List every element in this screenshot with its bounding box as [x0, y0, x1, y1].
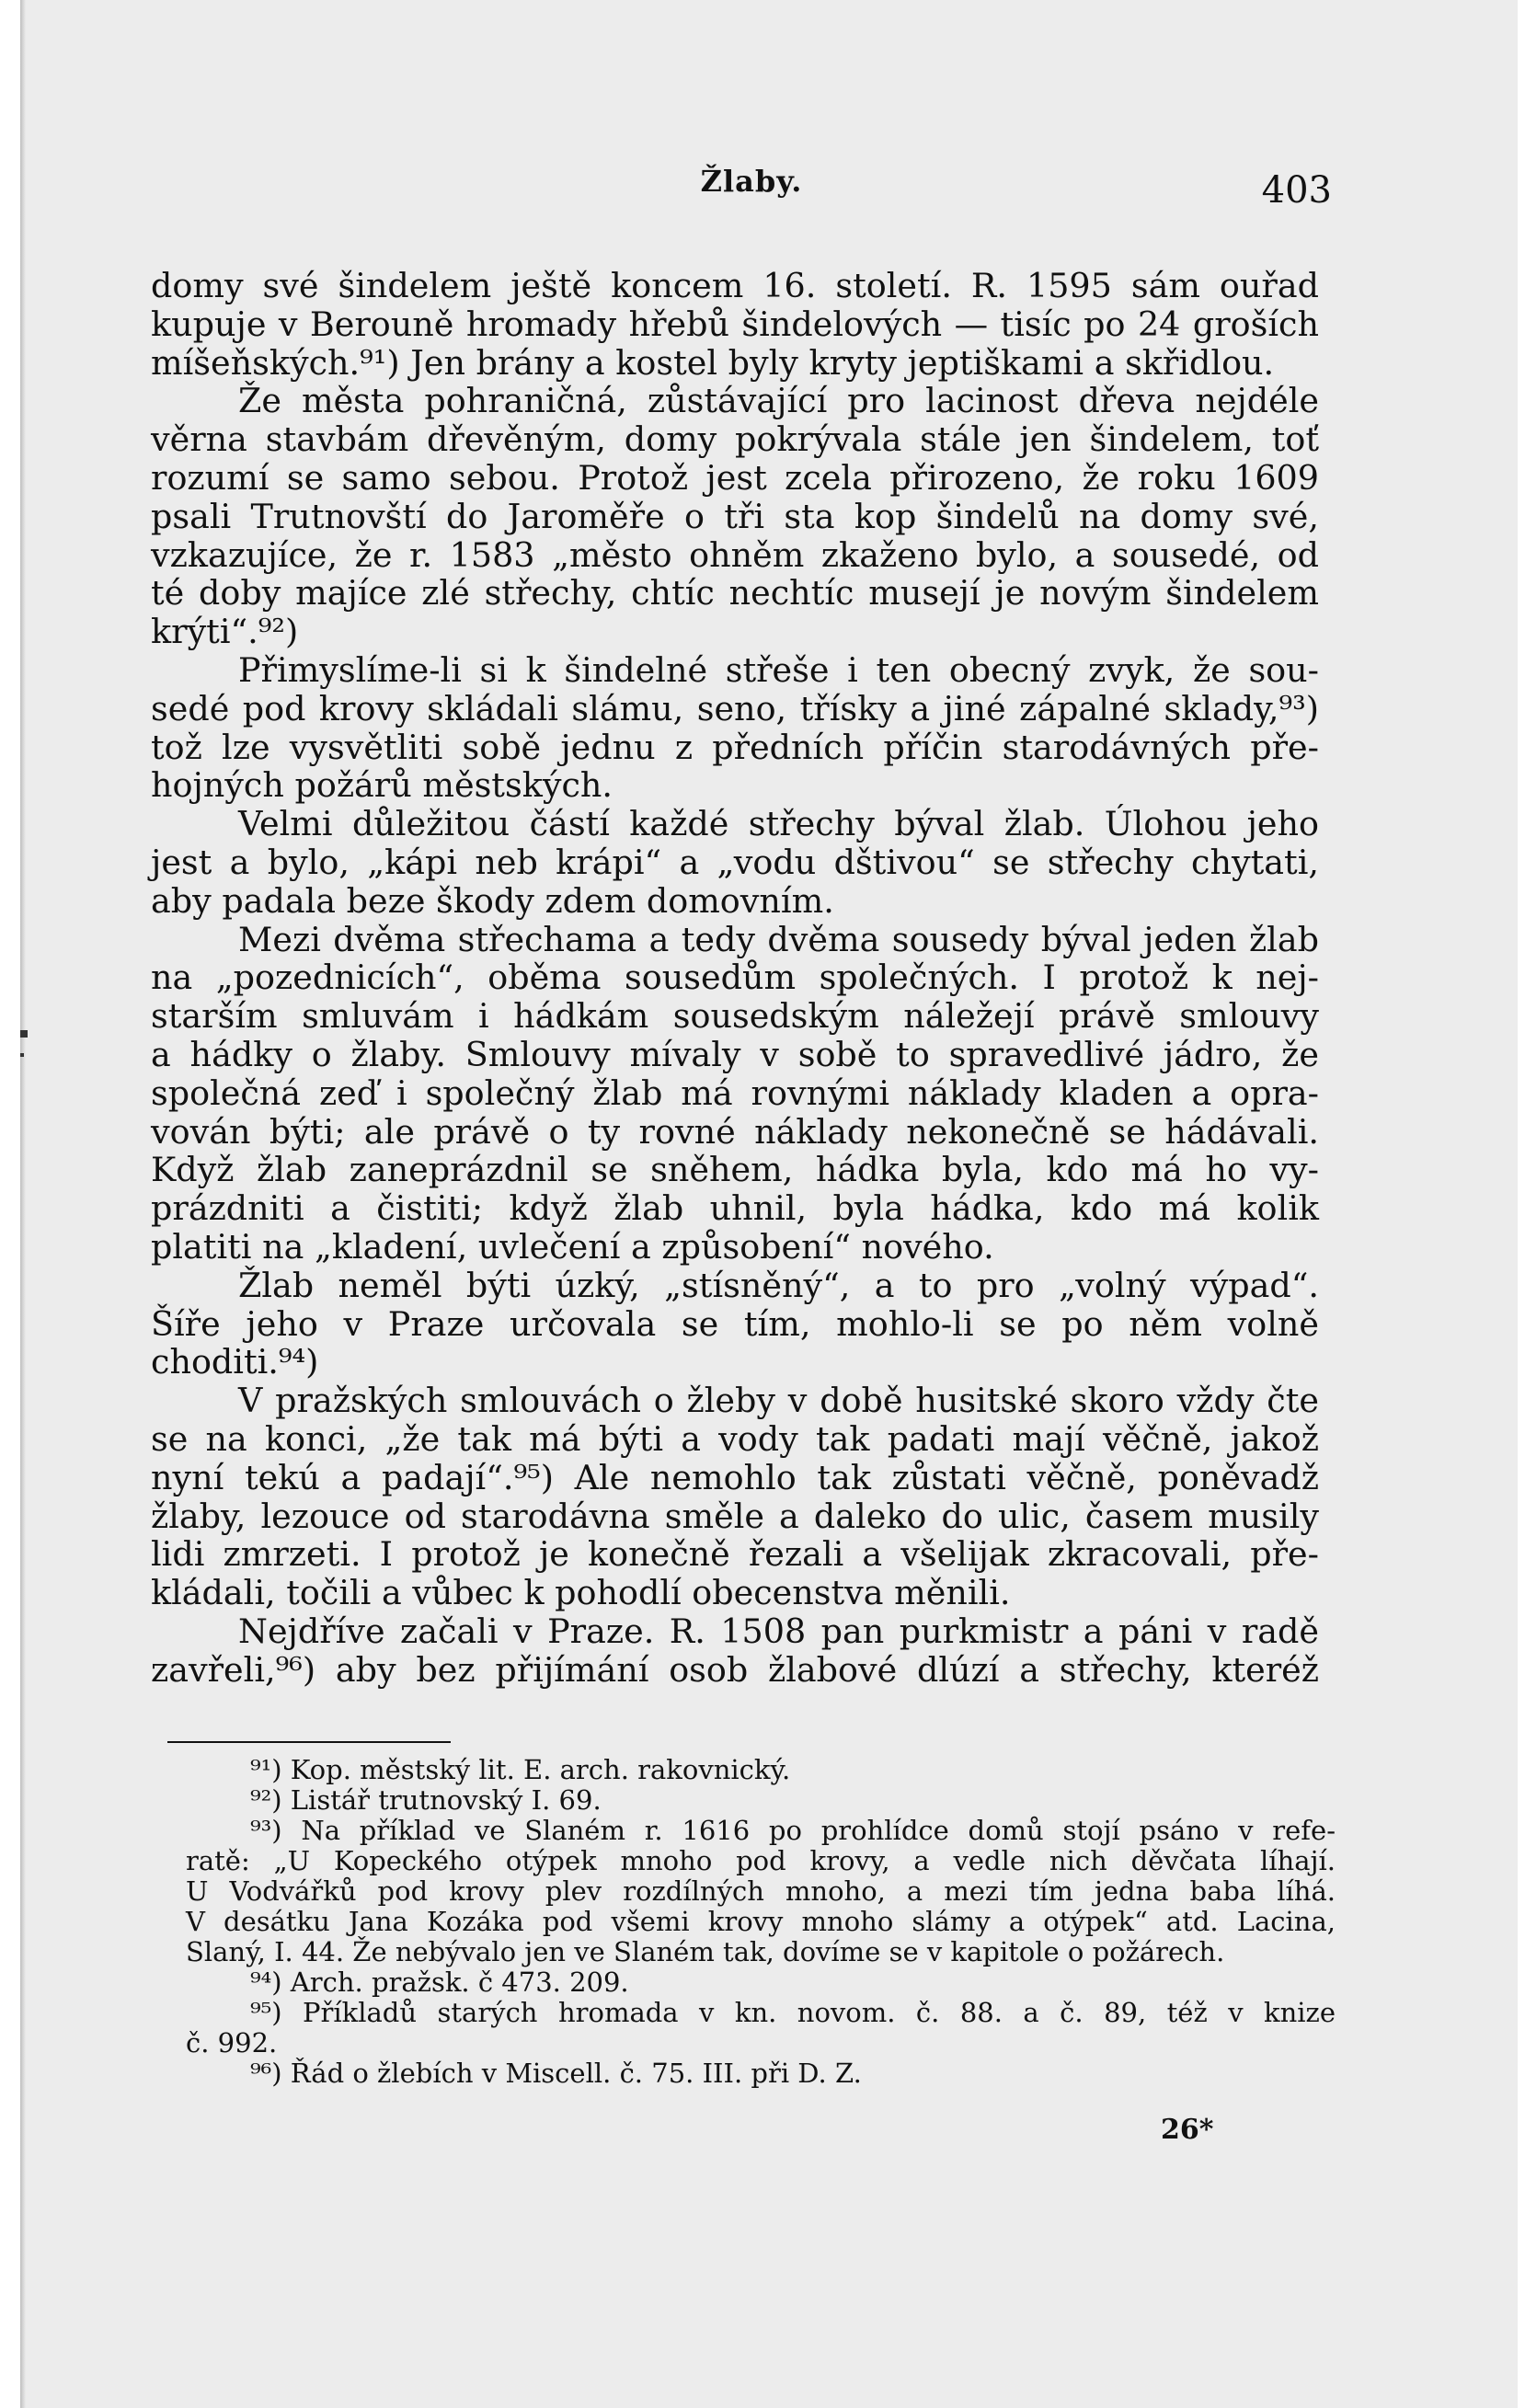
- body-line: hojných požárů městských.: [151, 765, 613, 806]
- footnote-line: ⁹¹) Kop. městský lit. E. arch. rakovnický.: [250, 1754, 791, 1785]
- footnote-line: ⁹⁴) Arch. pražsk. č 473. 209.: [250, 1967, 629, 1998]
- body-line: domy své šindelem ještě koncem 16. století. R. 1595 sám ouřad: [151, 266, 1319, 305]
- page-number: 403: [1261, 169, 1332, 212]
- body-text: [151, 267, 1319, 1689]
- body-line: V pražských smlouvách o žleby v době husitské skoro vždy čte: [238, 1381, 1319, 1421]
- body-line: a hádky o žlaby. Smlouvy mívaly v sobě to spravedlivé jádro, že: [151, 1034, 1319, 1074]
- footnote-line: V desátku Jana Kozáka pod všemi krovy mnoho slámy a otýpek“ atd. Lacina,: [186, 1906, 1336, 1937]
- body-line: na „pozednicích“, oběma sousedům společných. I protož k nej-: [151, 957, 1319, 998]
- running-title: Žlaby.: [700, 164, 803, 199]
- book-page: [20, 0, 1518, 2408]
- body-line: Šíře jeho v Praze určovala se tím, mohlo-li se po něm volně: [151, 1303, 1319, 1344]
- body-line: kupuje v Berouně hromady hřebů šindelových — tisíc po 24 groších: [151, 304, 1319, 344]
- body-line: společná zeď i společný žlab má rovnými náklady kladen a opra-: [151, 1072, 1319, 1113]
- footnote-line: U Vodvářků pod krovy plev rozdílných mnoho, a mezi tím jedna baba líhá.: [186, 1875, 1336, 1907]
- footnote-line: ⁹⁵) Příkladů starých hromada v kn. novom. č. 88. a č. 89, též v knize: [250, 1997, 1336, 2028]
- body-line: Přimyslíme-li si k šindelné střeše i ten obecný zvyk, že sou-: [238, 649, 1319, 690]
- margin-speck: [20, 1030, 28, 1038]
- body-line: choditi.⁹⁴): [151, 1342, 319, 1382]
- footnote-line: ⁹²) Listář trutnovský I. 69.: [250, 1784, 602, 1816]
- body-line: Nejdříve začali v Praze. R. 1508 pan purkmistr a páni v radě: [238, 1611, 1319, 1651]
- body-line: sedé pod krovy skládali slámu, seno, třísky a jiné zápalné sklady,⁹³): [151, 688, 1319, 728]
- body-line: zavřeli,⁹⁶) aby bez přijímání osob žlabové dlúzí a střechy, kteréž: [151, 1649, 1319, 1690]
- footnote-line: Slaný, I. 44. Že nebývalo jen ve Slaném tak, dovíme se v kapitole o požárech.: [186, 1936, 1225, 1967]
- footnote-line: č. 992.: [186, 2027, 278, 2058]
- footnote-separator: [167, 1741, 451, 1743]
- footnote-line: ratě: „U Kopeckého otýpek mnoho pod krovy, a vedle nich děvčata líhají.: [186, 1845, 1336, 1876]
- body-line: Že města pohraničná, zůstávající pro lacinost dřeva nejdéle: [238, 381, 1319, 421]
- body-line: platiti na „kladení, uvlečení a způsobení“ nového.: [151, 1226, 994, 1267]
- body-line: krýti“.⁹²): [151, 612, 299, 652]
- body-line: žlaby, lezouce od starodávna směle a daleko do ulic, časem musily: [151, 1496, 1319, 1536]
- page-edge-shadow: [20, 0, 26, 2408]
- footnote-line: ⁹⁶) Řád o žlebích v Miscell. č. 75. III. při D. Z.: [250, 2058, 862, 2089]
- body-line: míšeňských.⁹¹) Jen brány a kostel byly kryty jeptiškami a skřidlou.: [151, 342, 1275, 383]
- body-line: psali Trutnovští do Jaroměře o tři sta kop šindelů na domy své,: [151, 496, 1319, 536]
- body-line: aby padala beze škody zdem domovním.: [151, 880, 834, 921]
- body-line: Velmi důležitou částí každé střechy býval žlab. Úlohou jeho: [238, 804, 1319, 844]
- footnotes: [186, 1755, 1336, 2089]
- body-line: nyní tekú a padají“.⁹⁵) Ale nemohlo tak zůstati věčně, poněvadž: [151, 1457, 1319, 1497]
- body-line: vován býti; ale právě o ty rovné náklady nekonečně se hádávali.: [151, 1111, 1319, 1152]
- body-line: Žlab neměl býti úzký, „stísněný“, a to pro „volný výpad“.: [238, 1265, 1319, 1305]
- body-line: prázdniti a čistiti; když žlab uhnil, byla hádka, kdo má kolik: [151, 1188, 1319, 1229]
- body-line: se na konci, „že tak má býti a vody tak padati mají věčně, jakož: [151, 1418, 1319, 1459]
- margin-speck: [20, 1053, 24, 1057]
- body-line: vzkazujíce, že r. 1583 „město ohněm zkaženo bylo, a sousedé, od: [151, 534, 1319, 575]
- body-line: té doby majíce zlé střechy, chtíc nechtíc musejí je novým šindelem: [151, 573, 1319, 613]
- body-line: Když žlab zaneprázdnil se sněhem, hádka byla, kdo má ho vy-: [151, 1150, 1319, 1190]
- footnote-line: ⁹³) Na příklad ve Slaném r. 1616 po prohlídce domů stojí psáno v refe-: [250, 1815, 1336, 1846]
- body-line: kládali, točili a vůbec k pohodlí obecenstva měnili.: [151, 1573, 1011, 1613]
- body-line: lidi zmrzeti. I protož je konečně řezali a všelijak zkracovali, pře-: [151, 1534, 1319, 1575]
- page-header: [167, 158, 1336, 212]
- body-line: starším smluvám i hádkám sousedským náležejí právě smlouvy: [151, 996, 1319, 1037]
- body-line: tož lze vysvětliti sobě jednu z předních příčin starodávných pře-: [151, 727, 1319, 767]
- body-line: Mezi dvěma střechama a tedy dvěma sousedy býval jeden žlab: [238, 919, 1319, 959]
- body-line: jest a bylo, „kápi neb krápi“ a „vodu dštivou“ se střechy chytati,: [151, 842, 1319, 882]
- signature-mark: 26*: [1161, 2114, 1214, 2146]
- body-line: věrna stavbám dřevěným, domy pokrývala stále jen šindelem, toť: [151, 419, 1319, 460]
- body-line: rozumí se samo sebou. Protož jest zcela přirozeno, že roku 1609: [151, 457, 1319, 498]
